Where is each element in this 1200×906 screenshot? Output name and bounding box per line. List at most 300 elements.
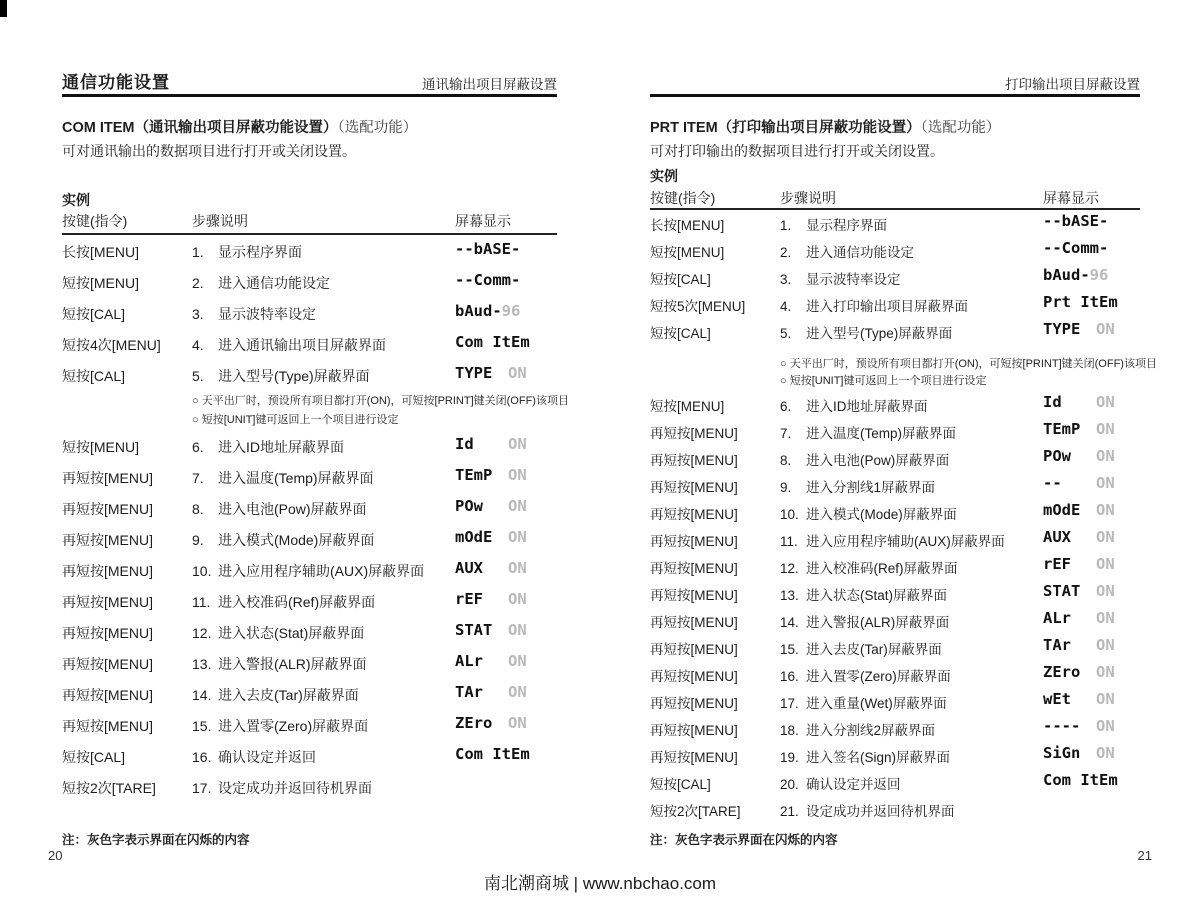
lcd-static-text: TYPE xyxy=(455,364,493,382)
step-number: 1. xyxy=(192,244,204,260)
step-text: 确认设定并返回 xyxy=(218,749,316,765)
key-command: 短按[CAL] xyxy=(62,306,126,322)
key-command: 再短按[MENU] xyxy=(650,453,738,468)
lcd-static-text: ZEro xyxy=(1043,663,1081,681)
step-text: 进入去皮(Tar)屏蔽界面 xyxy=(806,642,942,657)
lcd-display xyxy=(1043,690,1115,708)
lcd-display xyxy=(1043,474,1115,492)
table-row xyxy=(650,584,1142,611)
step-description xyxy=(192,437,344,457)
key-command: 再短按[MENU] xyxy=(62,718,153,734)
lcd-static-text: Id xyxy=(455,435,474,453)
section-title-left: 通信功能设置 xyxy=(62,73,170,92)
step-text: 进入通讯输出项目屏蔽界面 xyxy=(218,337,386,353)
key-command: 短按[MENU] xyxy=(650,245,725,260)
lcd-static-text: --bASE- xyxy=(455,240,521,258)
step-text: 显示波特率设定 xyxy=(806,272,901,287)
lcd-display xyxy=(455,714,527,732)
lcd-blinking-text: ON xyxy=(508,497,527,515)
step-description xyxy=(780,692,947,712)
lcd-blinking-text: ON xyxy=(1096,690,1115,708)
key-command: 再短按[MENU] xyxy=(650,723,738,738)
step-number: 18. xyxy=(780,723,799,738)
note-line: ○ 短按[UNIT]键可返回上一个项目进行设定 xyxy=(192,414,399,426)
description-left: 可对通讯输出的数据项目进行打开或关闭设置。 xyxy=(62,143,356,159)
step-text: 进入型号(Type)屏蔽界面 xyxy=(806,326,953,341)
step-description xyxy=(780,214,887,234)
lcd-static-text: --Comm- xyxy=(1043,239,1109,257)
step-description xyxy=(780,557,958,577)
table-notes xyxy=(650,356,1157,390)
step-number: 13. xyxy=(192,656,212,672)
step-description xyxy=(192,304,316,324)
key-command: 再短按[MENU] xyxy=(650,534,738,549)
key-command: 短按[MENU] xyxy=(62,275,139,291)
heading-right xyxy=(650,116,1000,137)
step-description xyxy=(192,716,368,736)
step-text: 进入校准码(Ref)屏蔽界面 xyxy=(218,594,376,610)
col-header-key: 按键(指令) xyxy=(62,213,128,229)
table-row xyxy=(62,623,558,654)
step-number: 2. xyxy=(192,275,204,291)
step-text: 进入重量(Wet)屏蔽界面 xyxy=(806,696,947,711)
key-command: 长按[MENU] xyxy=(650,218,725,233)
step-number: 21. xyxy=(780,804,799,819)
table-row xyxy=(62,335,558,366)
lcd-static-text: bAud- xyxy=(455,302,502,320)
table-row xyxy=(650,557,1142,584)
lcd-static-text: bAud- xyxy=(1043,266,1090,284)
key-command: 再短按[MENU] xyxy=(62,532,153,548)
lcd-display xyxy=(1043,501,1115,519)
lcd-blinking-text: ON xyxy=(508,364,527,382)
step-text: 设定成功并返回待机界面 xyxy=(218,780,372,796)
lcd-display xyxy=(1043,636,1115,654)
step-number: 7. xyxy=(780,426,792,441)
step-description xyxy=(780,422,956,442)
lcd-static-text: ALr xyxy=(455,652,483,670)
heading-left-suffix: （选配功能） xyxy=(337,120,418,136)
table-row xyxy=(62,778,558,809)
heading-right-suffix: （选配功能） xyxy=(920,120,1001,136)
step-text: 进入模式(Mode)屏蔽界面 xyxy=(218,532,375,548)
header-rule-left xyxy=(62,94,557,97)
table-row xyxy=(650,800,1142,827)
step-number: 14. xyxy=(192,687,212,703)
lcd-display xyxy=(455,590,527,608)
step-number: 10. xyxy=(780,507,799,522)
table-row xyxy=(62,654,558,685)
lcd-display xyxy=(455,497,527,515)
lcd-static-text: Com ItEm xyxy=(455,745,530,763)
example-label-left: 实例 xyxy=(62,192,90,208)
lcd-static-text: AUX xyxy=(455,559,483,577)
key-command: 短按4次[MENU] xyxy=(62,337,161,353)
steps-table-right xyxy=(650,212,1157,827)
lcd-display xyxy=(1043,717,1115,735)
table-row xyxy=(650,530,1142,557)
step-text: 显示程序界面 xyxy=(218,244,302,260)
lcd-static-text: TEmP xyxy=(455,466,493,484)
table-row xyxy=(650,692,1142,719)
step-number: 11. xyxy=(192,594,211,610)
step-number: 14. xyxy=(780,615,799,630)
step-description xyxy=(780,476,935,496)
lcd-display xyxy=(455,240,520,258)
step-number: 8. xyxy=(780,453,792,468)
lcd-blinking-text: ON xyxy=(1096,474,1115,492)
key-command: 短按2次[TARE] xyxy=(650,804,741,819)
step-text: 进入应用程序辅助(AUX)屏蔽界面 xyxy=(806,534,1005,549)
lcd-static-text: --bASE- xyxy=(1043,212,1109,230)
step-description xyxy=(780,530,1005,550)
step-text: 进入温度(Temp)屏蔽界面 xyxy=(806,426,957,441)
table-row xyxy=(62,366,558,397)
lcd-static-text: POw xyxy=(455,497,483,515)
lcd-static-text: TAr xyxy=(455,683,483,701)
lcd-blinking-text: 96 xyxy=(501,302,521,320)
step-description xyxy=(780,638,942,658)
lcd-static-text: mOdE xyxy=(455,528,493,546)
lcd-display xyxy=(455,302,520,320)
lcd-static-text: ALr xyxy=(1043,609,1071,627)
section-subtitle-right: 打印输出项目屏蔽设置 xyxy=(1005,77,1140,92)
lcd-blinking-text: ON xyxy=(508,621,527,639)
lcd-blinking-text: ON xyxy=(508,590,527,608)
step-description xyxy=(192,592,375,612)
lcd-display xyxy=(1043,320,1115,338)
lcd-blinking-text: ON xyxy=(1096,609,1115,627)
table-row xyxy=(650,665,1142,692)
table-row xyxy=(62,685,558,716)
header-rule-right xyxy=(650,94,1140,97)
lcd-blinking-text: ON xyxy=(1096,582,1115,600)
table-row xyxy=(62,273,558,304)
table-row xyxy=(650,638,1142,665)
lcd-blinking-text: ON xyxy=(1096,744,1115,762)
step-text: 进入温度(Temp)屏蔽界面 xyxy=(218,470,374,486)
step-number: 6. xyxy=(192,439,204,455)
heading-left xyxy=(62,116,417,137)
note-line: ○ 天平出厂时，预设所有项目都打开(ON)，可短按[PRINT]键关闭(OFF)该项目 xyxy=(780,358,1157,370)
step-number: 5. xyxy=(780,326,792,341)
step-number: 7. xyxy=(192,470,204,486)
lcd-blinking-text: ON xyxy=(1096,393,1115,411)
table-row xyxy=(62,561,558,592)
step-text: 显示波特率设定 xyxy=(218,306,316,322)
lcd-display xyxy=(455,435,527,453)
lcd-display xyxy=(455,528,527,546)
table-row xyxy=(650,773,1142,800)
step-text: 进入状态(Stat)屏蔽界面 xyxy=(806,588,948,603)
lcd-blinking-text: 96 xyxy=(1089,266,1109,284)
col-header-steps: 步骤说明 xyxy=(780,190,836,206)
step-number: 17. xyxy=(780,696,799,711)
step-text: 进入通信功能设定 xyxy=(806,245,914,260)
lcd-static-text: wEt xyxy=(1043,690,1071,708)
section-subtitle-left: 通讯输出项目屏蔽设置 xyxy=(422,77,557,92)
step-text: 进入去皮(Tar)屏蔽界面 xyxy=(218,687,359,703)
lcd-blinking-text: ON xyxy=(1096,320,1115,338)
lcd-static-text: --Comm- xyxy=(455,271,521,289)
lcd-blinking-text: ON xyxy=(1096,447,1115,465)
step-number: 17. xyxy=(192,780,212,796)
step-description xyxy=(780,584,947,604)
key-command: 再短按[MENU] xyxy=(650,669,738,684)
step-number: 6. xyxy=(780,399,792,414)
table-row xyxy=(62,468,558,499)
key-command: 短按[MENU] xyxy=(62,439,139,455)
step-description xyxy=(192,654,367,674)
table-row xyxy=(62,747,558,778)
table-row xyxy=(650,241,1142,268)
lcd-display xyxy=(455,364,527,382)
step-text: 进入打印输出项目屏蔽界面 xyxy=(806,299,968,314)
step-description xyxy=(192,468,374,488)
lcd-static-text: AUX xyxy=(1043,528,1071,546)
key-command: 再短按[MENU] xyxy=(650,426,738,441)
key-command: 再短按[MENU] xyxy=(650,507,738,522)
key-command: 再短按[MENU] xyxy=(62,470,153,486)
lcd-display xyxy=(1043,447,1115,465)
site-watermark: 南北潮商城 | www.nbchao.com xyxy=(483,874,717,893)
step-description xyxy=(192,747,316,767)
step-description xyxy=(192,685,359,705)
step-description xyxy=(780,800,955,820)
lcd-blinking-text: ON xyxy=(1096,636,1115,654)
key-command: 短按[MENU] xyxy=(650,399,725,414)
step-text: 进入警报(ALR)屏蔽界面 xyxy=(218,656,367,672)
step-description xyxy=(192,561,424,581)
lcd-display xyxy=(455,652,527,670)
key-command: 长按[MENU] xyxy=(62,244,139,260)
lcd-static-text: ZEro xyxy=(455,714,493,732)
lcd-display xyxy=(1043,582,1115,600)
lcd-display xyxy=(455,683,527,701)
step-number: 4. xyxy=(780,299,792,314)
lcd-blinking-text: ON xyxy=(1096,420,1115,438)
table-row xyxy=(62,437,558,468)
step-text: 进入模式(Mode)屏蔽界面 xyxy=(806,507,957,522)
step-description xyxy=(780,295,968,315)
lcd-display xyxy=(1043,293,1118,311)
lcd-display xyxy=(455,466,527,484)
lcd-static-text: TAr xyxy=(1043,636,1071,654)
table-row xyxy=(62,592,558,623)
table-row xyxy=(650,476,1142,503)
step-text: 进入分割线1屏蔽界面 xyxy=(806,480,936,495)
lcd-blinking-text: ON xyxy=(1096,663,1115,681)
lcd-static-text: TEmP xyxy=(1043,420,1081,438)
lcd-static-text: Com ItEm xyxy=(455,333,530,351)
example-label-right: 实例 xyxy=(650,168,678,184)
table-header-right xyxy=(650,188,1142,208)
key-command: 再短按[MENU] xyxy=(62,501,153,517)
table-row xyxy=(650,422,1142,449)
lcd-blinking-text: ON xyxy=(508,652,527,670)
key-command: 再短按[MENU] xyxy=(62,625,153,641)
step-description xyxy=(780,665,951,685)
table-row xyxy=(62,242,558,273)
col-header-steps: 步骤说明 xyxy=(192,213,248,229)
table-notes xyxy=(62,392,569,430)
table-row xyxy=(62,304,558,335)
lcd-blinking-text: ON xyxy=(508,559,527,577)
step-number: 20. xyxy=(780,777,799,792)
lcd-display xyxy=(1043,212,1108,230)
step-number: 11. xyxy=(780,534,798,549)
lcd-static-text: SiGn xyxy=(1043,744,1081,762)
step-text: 进入置零(Zero)屏蔽界面 xyxy=(806,669,951,684)
key-command: 再短按[MENU] xyxy=(650,588,738,603)
step-number: 12. xyxy=(192,625,212,641)
table-row xyxy=(650,611,1142,638)
lcd-static-text: STAT xyxy=(455,621,493,639)
lcd-display xyxy=(1043,555,1115,573)
step-text: 进入ID地址屏蔽界面 xyxy=(806,399,928,414)
step-description xyxy=(780,719,935,739)
heading-right-bold: PRT ITEM（打印输出项目屏蔽功能设置） xyxy=(650,120,921,136)
step-text: 进入警报(ALR)屏蔽界面 xyxy=(806,615,950,630)
step-description xyxy=(780,449,949,469)
table-row xyxy=(62,499,558,530)
lcd-display xyxy=(455,621,527,639)
lcd-display xyxy=(1043,266,1108,284)
lcd-static-text: TYPE xyxy=(1043,320,1081,338)
lcd-static-text: ---- xyxy=(1043,717,1081,735)
lcd-display xyxy=(1043,663,1115,681)
step-number: 9. xyxy=(192,532,204,548)
step-description xyxy=(192,366,370,386)
key-command: 短按[CAL] xyxy=(62,749,126,765)
step-text: 确认设定并返回 xyxy=(806,777,901,792)
key-command: 再短按[MENU] xyxy=(650,750,738,765)
lcd-display xyxy=(455,559,527,577)
step-description xyxy=(780,395,928,415)
table-row xyxy=(650,719,1142,746)
key-command: 再短按[MENU] xyxy=(650,615,738,630)
lcd-blinking-text: ON xyxy=(1096,555,1115,573)
step-number: 1. xyxy=(780,218,792,233)
step-text: 进入状态(Stat)屏蔽界面 xyxy=(218,625,365,641)
step-description xyxy=(780,241,914,261)
key-command: 短按2次[TARE] xyxy=(62,780,156,796)
step-description xyxy=(192,778,372,798)
lcd-static-text: rEF xyxy=(1043,555,1071,573)
step-number: 15. xyxy=(192,718,212,734)
lcd-static-text: STAT xyxy=(1043,582,1081,600)
lcd-display xyxy=(1043,771,1118,789)
table-row xyxy=(62,530,558,561)
step-number: 3. xyxy=(780,272,792,287)
step-description xyxy=(192,499,367,519)
key-command: 再短按[MENU] xyxy=(650,696,738,711)
note-line: ○ 天平出厂时，预设所有项目都打开(ON)，可短按[PRINT]键关闭(OFF)该项目 xyxy=(192,395,569,407)
step-description xyxy=(192,242,302,262)
step-number: 16. xyxy=(192,749,212,765)
step-text: 显示程序界面 xyxy=(806,218,887,233)
key-command: 再短按[MENU] xyxy=(650,561,738,576)
key-command: 再短按[MENU] xyxy=(62,594,153,610)
step-text: 进入通信功能设定 xyxy=(218,275,330,291)
step-text: 进入型号(Type)屏蔽界面 xyxy=(218,368,370,384)
step-description xyxy=(780,268,901,288)
step-number: 8. xyxy=(192,501,204,517)
step-text: 进入签名(Sign)屏蔽界面 xyxy=(806,750,951,765)
step-description xyxy=(780,746,950,766)
table-row xyxy=(650,322,1142,349)
page-number-left: 20 xyxy=(48,848,63,863)
lcd-display xyxy=(1043,393,1115,411)
steps-table-left xyxy=(62,240,569,809)
step-text: 进入校准码(Ref)屏蔽界面 xyxy=(806,561,958,576)
step-text: 进入应用程序辅助(AUX)屏蔽界面 xyxy=(218,563,425,579)
heading-left-bold: COM ITEM（通讯输出项目屏蔽功能设置） xyxy=(62,120,338,136)
lcd-blinking-text: ON xyxy=(508,528,527,546)
key-command: 再短按[MENU] xyxy=(62,656,153,672)
step-number: 10. xyxy=(192,563,212,579)
table-header-left xyxy=(62,211,558,231)
key-command: 再短按[MENU] xyxy=(62,687,153,703)
lcd-blinking-text: ON xyxy=(508,466,527,484)
step-text: 设定成功并返回待机界面 xyxy=(806,804,955,819)
lcd-blinking-text: ON xyxy=(1096,501,1115,519)
key-command: 再短按[MENU] xyxy=(650,480,738,495)
lcd-static-text: Prt ItEm xyxy=(1043,293,1118,311)
step-number: 12. xyxy=(780,561,799,576)
lcd-display xyxy=(1043,609,1115,627)
step-description xyxy=(780,322,952,342)
key-command: 再短按[MENU] xyxy=(650,642,738,657)
table-row xyxy=(650,295,1142,322)
step-number: 13. xyxy=(780,588,799,603)
lcd-static-text: POw xyxy=(1043,447,1071,465)
lcd-blinking-text: ON xyxy=(508,435,527,453)
page-number-right: 21 xyxy=(1137,848,1152,863)
lcd-display xyxy=(455,745,530,763)
step-description xyxy=(780,611,949,631)
lcd-static-text: mOdE xyxy=(1043,501,1081,519)
table-row xyxy=(650,449,1142,476)
step-text: 进入置零(Zero)屏蔽界面 xyxy=(218,718,369,734)
step-description xyxy=(192,530,374,550)
lcd-static-text: -- xyxy=(1043,474,1062,492)
step-text: 进入电池(Pow)屏蔽界面 xyxy=(218,501,367,517)
key-command: 短按5次[MENU] xyxy=(650,299,746,314)
note-line: ○ 短按[UNIT]键可返回上一个项目进行设定 xyxy=(780,375,987,387)
step-text: 进入电池(Pow)屏蔽界面 xyxy=(806,453,950,468)
step-description xyxy=(780,773,901,793)
key-command: 短按[CAL] xyxy=(650,272,711,287)
lcd-display xyxy=(455,271,520,289)
step-number: 3. xyxy=(192,306,204,322)
table-row xyxy=(650,268,1142,295)
lcd-static-text: Com ItEm xyxy=(1043,771,1118,789)
step-description xyxy=(192,623,364,643)
key-command: 短按[CAL] xyxy=(650,326,711,341)
lcd-display xyxy=(1043,744,1115,762)
step-number: 4. xyxy=(192,337,204,353)
lcd-static-text: rEF xyxy=(455,590,483,608)
lcd-blinking-text: ON xyxy=(1096,528,1115,546)
table-row xyxy=(650,395,1142,422)
table-row xyxy=(650,503,1142,530)
step-description xyxy=(780,503,957,523)
key-command: 短按[CAL] xyxy=(650,777,711,792)
step-text: 进入分割线2屏蔽界面 xyxy=(806,723,936,738)
col-header-display: 屏幕显示 xyxy=(1043,190,1099,206)
step-text: 进入ID地址屏蔽界面 xyxy=(218,439,344,455)
